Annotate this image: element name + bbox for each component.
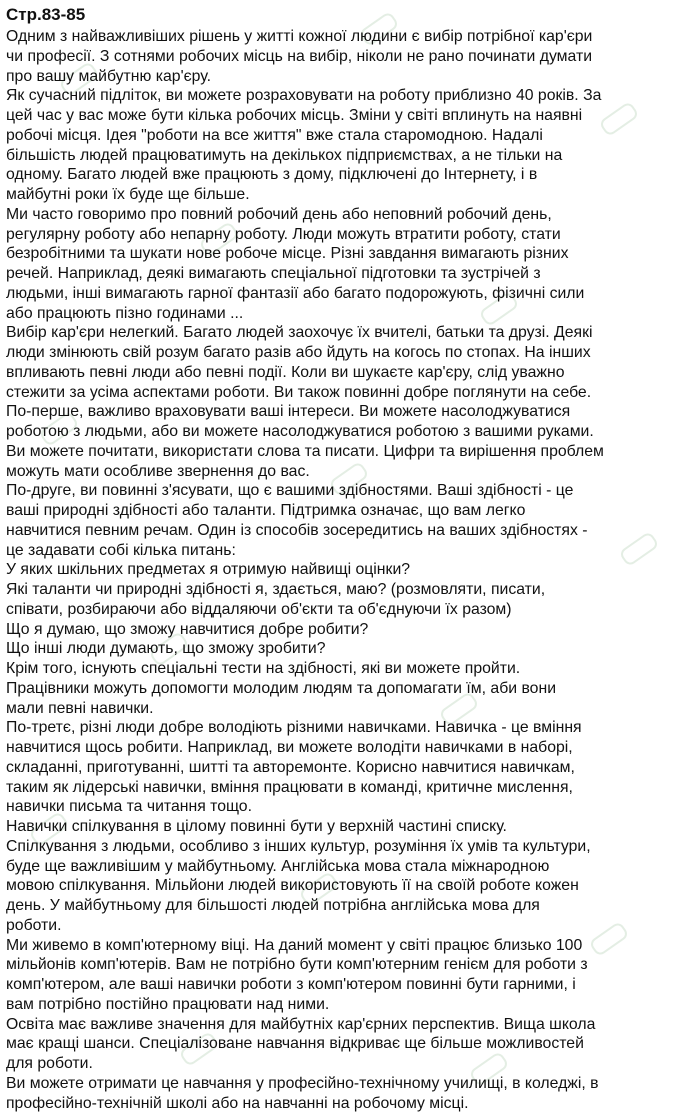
text-line: речей. Наприклад, деякі вимагають спеціальної підготовки та зустрічей з [6, 264, 688, 284]
text-line: По-друге, ви повинні з'ясувати, що є вашими здібностями. Ваші здібності - це [6, 481, 688, 501]
text-line: одному. Багато людей вже працюють з дому, підключені до Інтернету, і в [6, 165, 688, 185]
text-line: цей час у вас може бути кілька робочих місць. Зміни у світі вплинуть на наявні [6, 106, 688, 126]
text-line: навчитися щось робити. Наприклад, ви можете володіти навичками в наборі, [6, 738, 688, 758]
text-line: для роботи. [6, 1054, 688, 1074]
text-line: Працівники можуть допомогти молодим людям та допомагати їм, аби вони [6, 679, 688, 699]
paragraph [6, 718, 688, 817]
paragraph [6, 936, 688, 1015]
paragraph [6, 620, 688, 640]
text-line: вам потрібно постійно працювати над ними. [6, 995, 688, 1015]
text-line: комп'ютером, але ваші навички роботи з комп'ютером повинні бути гарними, і [6, 975, 688, 995]
text-line: чи професії. З сотнями робочих місць на вибір, ніколи не рано починати думати [6, 47, 688, 67]
text-line: регулярну роботу або непарну роботу. Люди можуть втратити роботу, стати [6, 225, 688, 245]
paragraph [6, 402, 688, 481]
text-line: буде ще важливішим у майбутньому. Англійська мова стала міжнародною [6, 857, 688, 877]
paragraph-list [6, 27, 688, 1113]
text-line: Одним з найважливіших рішень у житті кожної людини є вибір потрібної кар'єри [6, 27, 688, 47]
text-line: має кращі шанси. Спеціалізоване навчання відкриває ще більше можливостей [6, 1034, 688, 1054]
text-line: Крім того, існують спеціальні тести на здібності, які ви можете пройти. [6, 659, 688, 679]
text-line: ваші природні здібності або таланти. Підтримка означає, що вам легко [6, 501, 688, 521]
paragraph [6, 323, 688, 402]
paragraph [6, 560, 688, 580]
paragraph [6, 837, 688, 936]
text-line: можуть мати особливе звернення до вас. [6, 462, 688, 482]
text-line: безробітними та шукати нове робоче місце. Різні завдання вимагають різних [6, 244, 688, 264]
text-line: По-третє, різні люди добре володіють різними навичками. Навичка - це вміння [6, 718, 688, 738]
paragraph [6, 580, 688, 620]
text-line: По-перше, важливо враховувати ваші інтереси. Ви можете насолоджуватися [6, 402, 688, 422]
text-line: навички письма та читання тощо. [6, 797, 688, 817]
page-title: Стр.83-85 [6, 4, 688, 26]
text-line: Як сучасний підліток, ви можете розраховувати на роботу приблизно 40 років. За [6, 86, 688, 106]
text-line: або працюють пізно годинами ... [6, 304, 688, 324]
text-line: співати, розбираючи або віддаляючи об'єкти та об'єднуючи їх разом) [6, 600, 688, 620]
text-line: У яких шкільних предметах я отримую найвищі оцінки? [6, 560, 688, 580]
text-line: таким як лідерські навички, вміння працювати в команді, критичне мислення, [6, 778, 688, 798]
text-line: складанні, приготуванні, шитті та авторемонте. Корисно навчитися навичкам, [6, 758, 688, 778]
paragraph [6, 27, 688, 86]
paragraph [6, 659, 688, 679]
paragraph [6, 679, 688, 719]
text-line: Ми живемо в комп'ютерному віці. На даний момент у світі працює близько 100 [6, 936, 688, 956]
paragraph [6, 86, 688, 205]
text-line: навчитися певним речам. Один із способів зосередитись на ваших здібностях - [6, 521, 688, 541]
text-line: Ви можете почитати, використати слова та писати. Цифри та вирішення проблем [6, 442, 688, 462]
text-line: мовою спілкування. Мільйони людей використовують її на своїй роботе кожен [6, 876, 688, 896]
paragraph [6, 205, 688, 324]
text-line: мали певні навички. [6, 699, 688, 719]
text-line: більшість людей працюватимуть на декількох підприємствах, а не тільки на [6, 146, 688, 166]
text-line: стежити за усіма аспектами роботи. Ви також повинні добре поглянути на себе. [6, 383, 688, 403]
text-line: майбутні роки їх буде ще більше. [6, 185, 688, 205]
text-line: Які таланти чи природні здібності я, здається, маю? (розмовляти, писати, [6, 580, 688, 600]
text-line: людьми, інші вимагають гарної фантазії або багато подорожують, фізичні сили [6, 284, 688, 304]
text-line: роботи. [6, 916, 688, 936]
text-line: Навички спілкування в цілому повинні бути у верхній частині списку. [6, 817, 688, 837]
text-line: Що інші люди думають, що зможу зробити? [6, 639, 688, 659]
paragraph [6, 817, 688, 837]
text-line: люди змінюють свій розум багато разів або йдуть на когось по стопах. На інших [6, 343, 688, 363]
text-line: це задавати собі кілька питань: [6, 541, 688, 561]
paragraph [6, 639, 688, 659]
text-line: впливають певні люди або певні події. Коли ви шукаєте кар'єру, слід уважно [6, 363, 688, 383]
text-line: Ми часто говоримо про повний робочий день або неповний робочий день, [6, 205, 688, 225]
document-text [6, 4, 688, 1113]
text-line: про вашу майбутню кар'єру. [6, 67, 688, 87]
paragraph [6, 1074, 688, 1113]
text-line: робочі місця. Ідея "роботи на все життя" вже стала старомодною. Надалі [6, 126, 688, 146]
text-line: Що я думаю, що зможу навчитися добре робити? [6, 620, 688, 640]
text-line: Ви можете отримати це навчання у професійно-технічному училищі, в коледжі, в [6, 1074, 688, 1094]
text-line: Спілкування з людьми, особливо з інших культур, розуміння їх умів та культури, [6, 837, 688, 857]
text-line: професійно-технічній школі або на навчанні на робочому місці. [6, 1094, 688, 1113]
text-line: роботою з людьми, або ви можете насолоджуватися роботою з вашими руками. [6, 422, 688, 442]
text-line: день. У майбутньому для більшості людей потрібна англійська мова для [6, 896, 688, 916]
text-line: Освіта має важливе значення для майбутніх кар'єрних перспектив. Вища школа [6, 1015, 688, 1035]
text-line: мільйонів комп'ютерів. Вам не потрібно бути комп'ютерним генієм для роботи з [6, 955, 688, 975]
paragraph [6, 481, 688, 560]
text-line: Вибір кар'єри нелегкий. Багато людей заохочує їх вчителі, батьки та друзі. Деякі [6, 323, 688, 343]
paragraph [6, 1015, 688, 1074]
